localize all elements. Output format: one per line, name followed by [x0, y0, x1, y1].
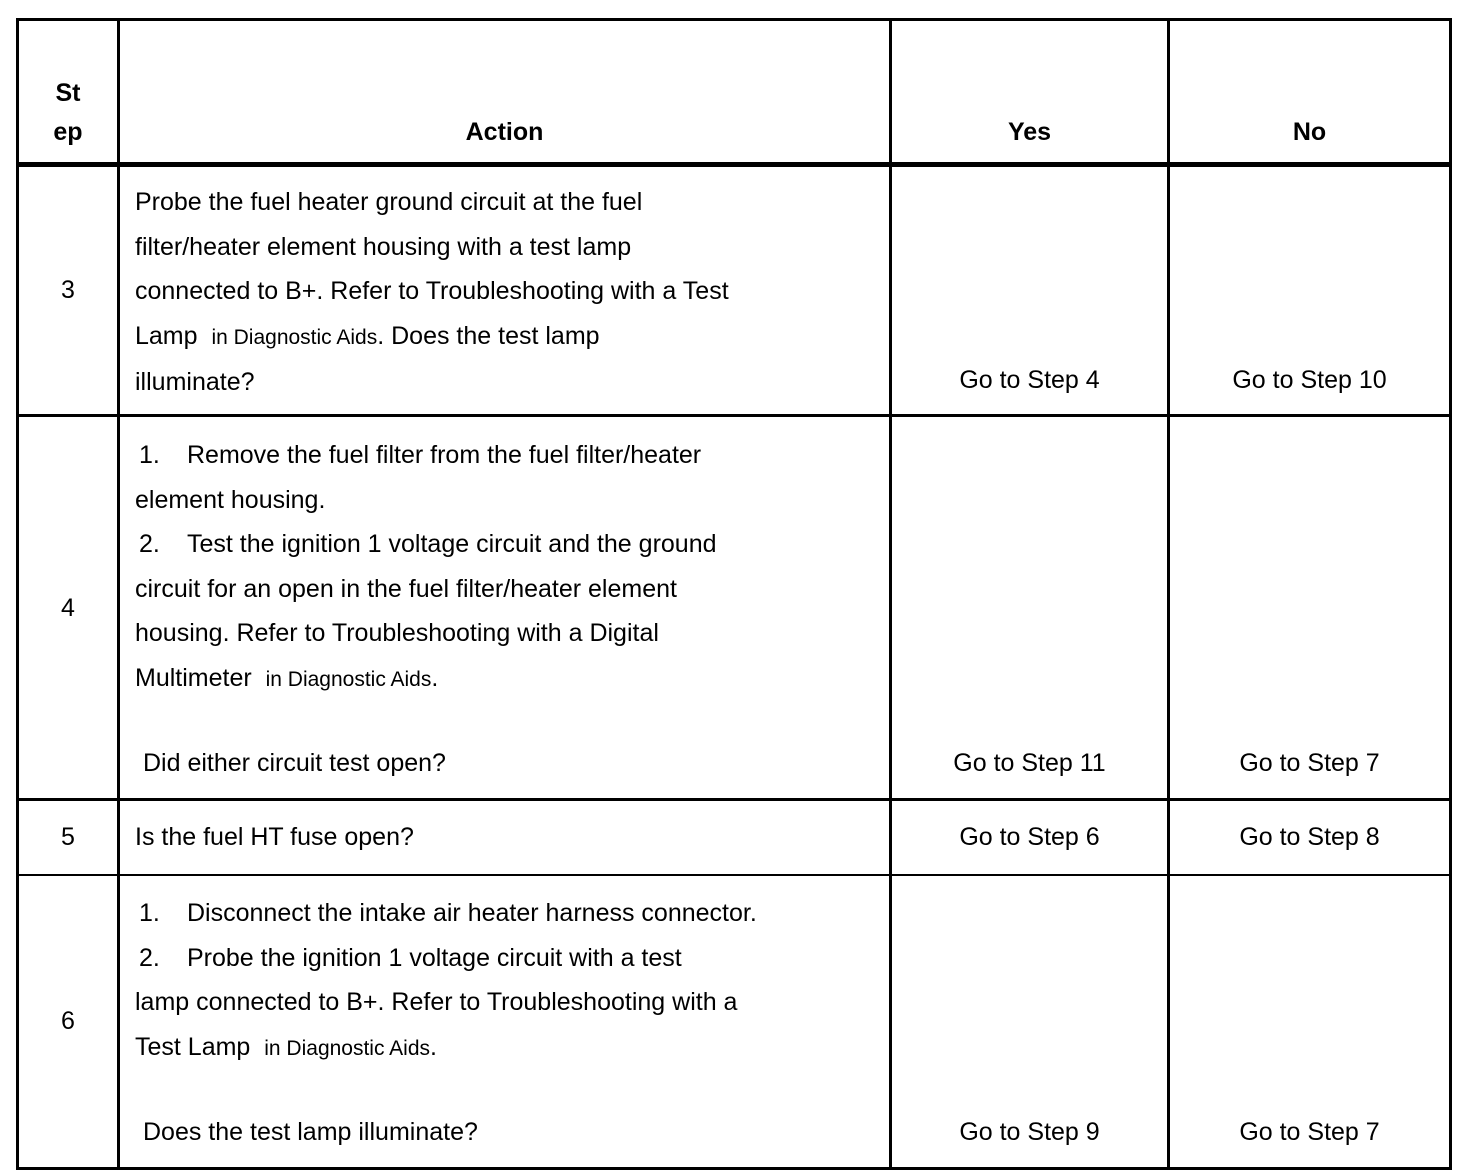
step-5-question: Is the fuel HT fuse open? [135, 823, 414, 851]
header-no: No [1292, 118, 1327, 146]
step-number: 3 [61, 276, 75, 304]
reference-source: in Diagnostic Aids [265, 667, 432, 691]
yes-result: Go to Step 11 [953, 749, 1106, 777]
reference-source: in Diagnostic Aids [264, 1036, 431, 1060]
list-text: Remove the fuel filter from the fuel filter/heater [187, 441, 702, 469]
list-item [135, 522, 880, 567]
no-result: Go to Step 8 [1239, 823, 1380, 851]
action-line: Probe the fuel heater ground circuit at the fuel [135, 188, 643, 216]
reference-link: Lamp [135, 321, 198, 350]
diagnostic-table [16, 18, 1452, 1170]
table-bottom-border [16, 1167, 1452, 1170]
action-text: . [431, 663, 439, 692]
step-6-action [135, 891, 880, 1071]
list-item [135, 936, 880, 981]
header-bottom-border [16, 162, 1452, 167]
action-line [135, 656, 880, 703]
action-line: circuit for an open in the fuel filter/heater element [135, 574, 677, 603]
list-item [135, 433, 880, 478]
yes-result: Go to Step 4 [959, 366, 1100, 394]
action-line: illuminate? [135, 368, 255, 396]
action-text: . Does the test lamp [377, 321, 600, 350]
yes-result: Go to Step 9 [959, 1118, 1100, 1146]
list-item [135, 891, 880, 936]
action-line: housing. Refer to Troubleshooting with a Digital [135, 619, 659, 647]
step-number: 4 [61, 594, 75, 622]
list-number: 2. [139, 943, 160, 972]
action-line [135, 314, 875, 361]
row-divider [16, 874, 1452, 876]
action-line: filter/heater element housing with a test lamp [135, 232, 632, 261]
list-number: 1. [139, 441, 160, 469]
table-top-border [16, 18, 1452, 21]
reference-source: in Diagnostic Aids [211, 325, 378, 349]
no-result: Go to Step 10 [1232, 366, 1387, 394]
action-line: lamp connected to B+. Refer to Troubleshooting with a [135, 988, 738, 1016]
list-text: Test the ignition 1 voltage circuit and the ground [187, 530, 717, 558]
no-result: Go to Step 7 [1239, 749, 1380, 777]
column-divider [117, 18, 120, 1170]
step-number: 5 [61, 823, 75, 851]
step-3-action [135, 180, 875, 405]
step-6-question: Does the test lamp illuminate? [143, 1118, 478, 1146]
list-text: Disconnect the intake air heater harness connector. [187, 899, 757, 927]
list-text: Probe the ignition 1 voltage circuit with a test [187, 943, 682, 972]
action-line: element housing. [135, 485, 326, 514]
list-number: 1. [139, 899, 160, 927]
reference-link: Multimeter [135, 663, 252, 692]
action-line [135, 1025, 880, 1072]
action-line: connected to B+. Refer to Troubleshooting with a Test [135, 277, 729, 305]
header-step-line2: ep [53, 118, 83, 146]
column-divider [889, 18, 892, 1170]
step-4-action [135, 433, 880, 702]
step-4-question: Did either circuit test open? [143, 749, 446, 777]
header-yes: Yes [1007, 118, 1052, 146]
header-step-line1: St [55, 79, 81, 107]
reference-link: Test Lamp [135, 1032, 251, 1061]
row-divider [16, 798, 1452, 801]
no-result: Go to Step 7 [1239, 1118, 1380, 1146]
yes-result: Go to Step 6 [959, 823, 1100, 851]
header-action: Action [465, 118, 544, 146]
action-text: . [430, 1032, 437, 1061]
column-divider [1167, 18, 1170, 1170]
list-number: 2. [139, 530, 160, 558]
table-right-border [1449, 18, 1452, 1170]
header-step [19, 74, 117, 152]
row-divider [16, 414, 1452, 417]
step-number: 6 [61, 1007, 75, 1035]
